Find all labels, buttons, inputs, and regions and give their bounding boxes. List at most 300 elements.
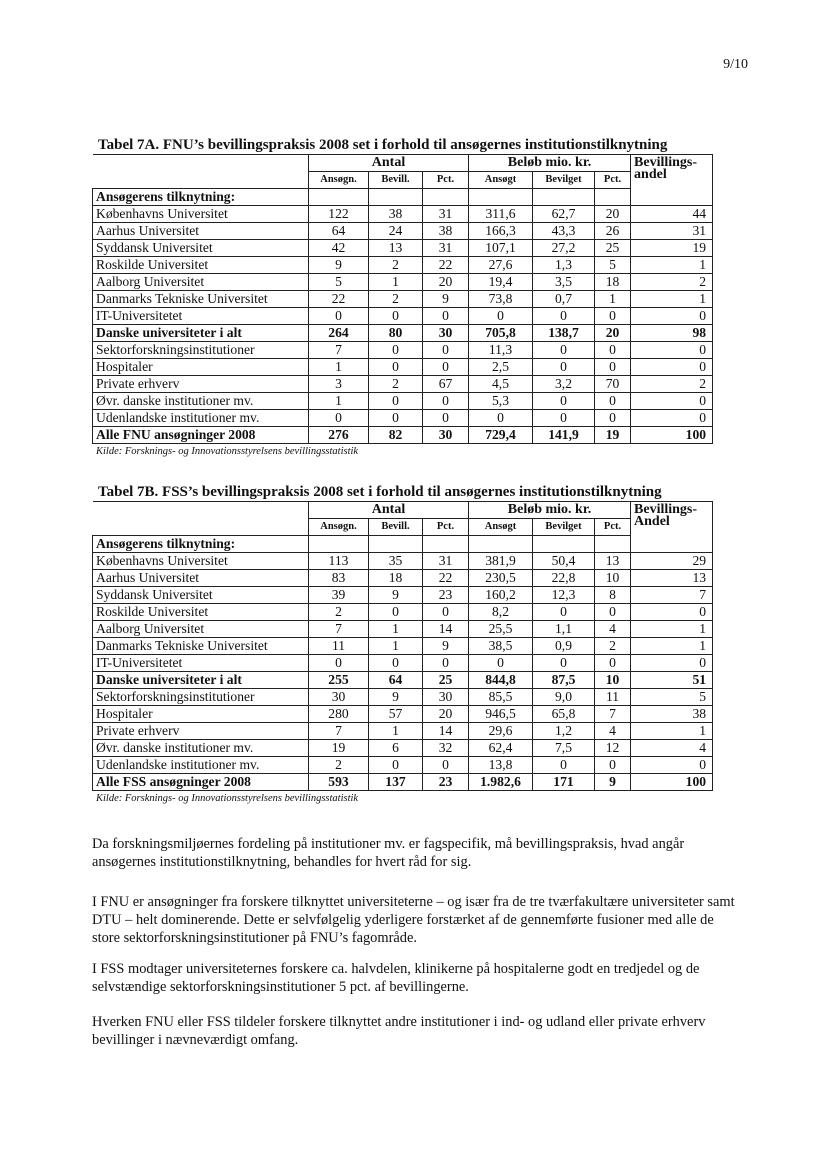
table-7b xyxy=(92,484,712,804)
value-cell: 0 xyxy=(533,342,595,359)
value-cell: 19,4 xyxy=(469,274,533,291)
value-cell: 44 xyxy=(631,206,713,223)
value-cell: 2 xyxy=(309,757,369,774)
empty-cell xyxy=(469,189,533,206)
value-cell: 100 xyxy=(631,774,713,791)
value-cell: 0 xyxy=(595,757,631,774)
row-label: Danske universiteter i alt xyxy=(93,325,309,342)
value-cell: 38 xyxy=(369,206,423,223)
subheader-cell: Bevilget xyxy=(533,519,595,536)
value-cell: 5 xyxy=(309,274,369,291)
empty-cell xyxy=(369,536,423,553)
row-label: Hospitaler xyxy=(93,359,309,376)
value-cell: 42 xyxy=(309,240,369,257)
value-cell: 0 xyxy=(369,757,423,774)
value-cell: 0 xyxy=(631,410,713,427)
row-label: Aarhus Universitet xyxy=(93,570,309,587)
antal-header: Antal xyxy=(309,155,469,172)
value-cell: 2 xyxy=(595,638,631,655)
row-label: Roskilde Universitet xyxy=(93,257,309,274)
value-cell: 311,6 xyxy=(469,206,533,223)
value-cell: 31 xyxy=(631,223,713,240)
value-cell: 0 xyxy=(595,655,631,672)
value-cell: 13 xyxy=(631,570,713,587)
value-cell: 32 xyxy=(423,740,469,757)
value-cell: 0 xyxy=(423,410,469,427)
value-cell: 1 xyxy=(631,257,713,274)
row-header-row xyxy=(93,189,713,206)
value-cell: 19 xyxy=(309,740,369,757)
value-cell: 9 xyxy=(309,257,369,274)
row-label: Københavns Universitet xyxy=(93,206,309,223)
value-cell: 5 xyxy=(631,689,713,706)
value-cell: 1 xyxy=(309,359,369,376)
subheader-cell: Ansøgn. xyxy=(309,172,369,189)
table-source: Kilde: Forsknings- og Innovationsstyrelsens bevillingsstatistik xyxy=(96,446,359,457)
value-cell: 23 xyxy=(423,587,469,604)
value-cell: 9 xyxy=(595,774,631,791)
subheader-cell: Pct. xyxy=(423,519,469,536)
value-cell: 0,9 xyxy=(533,638,595,655)
value-cell: 10 xyxy=(595,570,631,587)
value-cell: 23 xyxy=(423,774,469,791)
value-cell: 2 xyxy=(369,291,423,308)
subheader-cell: Pct. xyxy=(595,172,631,189)
value-cell: 0 xyxy=(533,359,595,376)
row-label: Københavns Universitet xyxy=(93,553,309,570)
value-cell: 0 xyxy=(631,757,713,774)
value-cell: 276 xyxy=(309,427,369,444)
value-cell: 100 xyxy=(631,427,713,444)
value-cell: 98 xyxy=(631,325,713,342)
value-cell: 3,5 xyxy=(533,274,595,291)
value-cell: 171 xyxy=(533,774,595,791)
value-cell: 0 xyxy=(631,393,713,410)
value-cell: 73,8 xyxy=(469,291,533,308)
paragraph-4 xyxy=(92,1013,742,1049)
row-label: IT-Universitetet xyxy=(93,655,309,672)
value-cell: 4 xyxy=(595,621,631,638)
table-row xyxy=(93,274,713,291)
value-cell: 70 xyxy=(595,376,631,393)
value-cell: 0 xyxy=(469,655,533,672)
data-table xyxy=(92,501,713,791)
value-cell: 166,3 xyxy=(469,223,533,240)
value-cell: 2,5 xyxy=(469,359,533,376)
value-cell: 29,6 xyxy=(469,723,533,740)
value-cell: 7 xyxy=(631,587,713,604)
value-cell: 30 xyxy=(423,689,469,706)
value-cell: 12,3 xyxy=(533,587,595,604)
row-label: Øvr. danske institutioner mv. xyxy=(93,393,309,410)
value-cell: 20 xyxy=(423,274,469,291)
value-cell: 0 xyxy=(533,393,595,410)
value-cell: 13 xyxy=(595,553,631,570)
value-cell: 22 xyxy=(309,291,369,308)
value-cell: 0 xyxy=(369,308,423,325)
empty-cell xyxy=(309,189,369,206)
value-cell: 35 xyxy=(369,553,423,570)
value-cell: 39 xyxy=(309,587,369,604)
row-label: Danmarks Tekniske Universitet xyxy=(93,291,309,308)
value-cell: 113 xyxy=(309,553,369,570)
value-cell: 1 xyxy=(309,393,369,410)
table-row xyxy=(93,706,713,723)
value-cell: 381,9 xyxy=(469,553,533,570)
value-cell: 50,4 xyxy=(533,553,595,570)
empty-cell xyxy=(423,536,469,553)
value-cell: 31 xyxy=(423,553,469,570)
value-cell: 1 xyxy=(631,291,713,308)
value-cell: 7 xyxy=(309,621,369,638)
table-title: Tabel 7A. FNU’s bevillingspraksis 2008 set i forhold til ansøgernes institutionstilknytning xyxy=(98,137,668,153)
value-cell: 0 xyxy=(423,308,469,325)
table-row xyxy=(93,223,713,240)
value-cell: 31 xyxy=(423,206,469,223)
subheader-cell: Ansøgn. xyxy=(309,519,369,536)
value-cell: 0 xyxy=(631,359,713,376)
value-cell: 20 xyxy=(595,206,631,223)
paragraph-1 xyxy=(92,835,742,871)
table-row xyxy=(93,723,713,740)
table-row xyxy=(93,553,713,570)
header-row xyxy=(93,155,713,172)
blank-header-cell xyxy=(93,155,309,189)
value-cell: 137 xyxy=(369,774,423,791)
value-cell: 14 xyxy=(423,621,469,638)
row-header-label: Ansøgerens tilknytning: xyxy=(93,536,309,553)
data-table xyxy=(92,154,713,444)
table-7a xyxy=(92,137,712,457)
table-row xyxy=(93,587,713,604)
subheader-cell: Ansøgt xyxy=(469,519,533,536)
table-row xyxy=(93,621,713,638)
value-cell: 64 xyxy=(309,223,369,240)
table-row xyxy=(93,604,713,621)
page-number: 9/10 xyxy=(723,57,748,72)
value-cell: 0 xyxy=(533,655,595,672)
value-cell: 22 xyxy=(423,570,469,587)
table-row xyxy=(93,308,713,325)
row-label: Sektorforskningsinstitutioner xyxy=(93,342,309,359)
value-cell: 0 xyxy=(469,410,533,427)
value-cell: 38 xyxy=(631,706,713,723)
value-cell: 1 xyxy=(631,621,713,638)
value-cell: 0 xyxy=(309,410,369,427)
value-cell: 80 xyxy=(369,325,423,342)
empty-cell xyxy=(595,189,631,206)
empty-cell xyxy=(595,536,631,553)
value-cell: 2 xyxy=(369,376,423,393)
value-cell: 87,5 xyxy=(533,672,595,689)
value-cell: 593 xyxy=(309,774,369,791)
value-cell: 0 xyxy=(423,359,469,376)
value-cell: 13,8 xyxy=(469,757,533,774)
row-header-label: Ansøgerens tilknytning: xyxy=(93,189,309,206)
value-cell: 264 xyxy=(309,325,369,342)
table-row xyxy=(93,655,713,672)
value-cell: 19 xyxy=(631,240,713,257)
row-label: Danske universiteter i alt xyxy=(93,672,309,689)
empty-cell xyxy=(369,189,423,206)
value-cell: 6 xyxy=(369,740,423,757)
value-cell: 0 xyxy=(533,410,595,427)
value-cell: 0 xyxy=(595,342,631,359)
value-cell: 0 xyxy=(533,308,595,325)
value-cell: 2 xyxy=(369,257,423,274)
value-cell: 4 xyxy=(631,740,713,757)
value-cell: 0 xyxy=(595,359,631,376)
value-cell: 1,2 xyxy=(533,723,595,740)
table-title: Tabel 7B. FSS’s bevillingspraksis 2008 set i forhold til ansøgernes institutionstilknytning xyxy=(98,484,662,500)
value-cell: 27,2 xyxy=(533,240,595,257)
value-cell: 0 xyxy=(595,393,631,410)
paragraph-text: Hverken FNU eller FSS tildeler forskere tilknyttet andre institutioner i ind- og udland eller private erhverv bevillinger i nævneværdigt omfang. xyxy=(92,1014,706,1048)
row-label: Alle FSS ansøgninger 2008 xyxy=(93,774,309,791)
value-cell: 0 xyxy=(631,308,713,325)
bevillingsandel-header: Bevillings- andel xyxy=(631,155,713,206)
value-cell: 43,3 xyxy=(533,223,595,240)
table-row xyxy=(93,672,713,689)
row-label: Hospitaler xyxy=(93,706,309,723)
value-cell: 2 xyxy=(309,604,369,621)
value-cell: 7 xyxy=(309,723,369,740)
row-label: Udenlandske institutioner mv. xyxy=(93,757,309,774)
table-row xyxy=(93,638,713,655)
value-cell: 3 xyxy=(309,376,369,393)
value-cell: 8,2 xyxy=(469,604,533,621)
value-cell: 5,3 xyxy=(469,393,533,410)
row-label: Sektorforskningsinstitutioner xyxy=(93,689,309,706)
table-row xyxy=(93,689,713,706)
empty-cell xyxy=(309,536,369,553)
value-cell: 230,5 xyxy=(469,570,533,587)
value-cell: 9 xyxy=(423,638,469,655)
value-cell: 7 xyxy=(309,342,369,359)
value-cell: 122 xyxy=(309,206,369,223)
value-cell: 11,3 xyxy=(469,342,533,359)
value-cell: 729,4 xyxy=(469,427,533,444)
subheader-cell: Bevilget xyxy=(533,172,595,189)
table-row xyxy=(93,393,713,410)
value-cell: 0 xyxy=(423,757,469,774)
value-cell: 9 xyxy=(369,689,423,706)
value-cell: 18 xyxy=(595,274,631,291)
value-cell: 0 xyxy=(469,308,533,325)
value-cell: 65,8 xyxy=(533,706,595,723)
value-cell: 0 xyxy=(533,604,595,621)
belob-header: Beløb mio. kr. xyxy=(469,502,631,519)
value-cell: 160,2 xyxy=(469,587,533,604)
table-row xyxy=(93,240,713,257)
paragraph-3 xyxy=(92,960,742,996)
value-cell: 10 xyxy=(595,672,631,689)
value-cell: 5 xyxy=(595,257,631,274)
value-cell: 844,8 xyxy=(469,672,533,689)
table-source: Kilde: Forsknings- og Innovationsstyrelsens bevillingsstatistik xyxy=(96,793,359,804)
value-cell: 0 xyxy=(423,342,469,359)
value-cell: 9,0 xyxy=(533,689,595,706)
value-cell: 0 xyxy=(309,655,369,672)
value-cell: 24 xyxy=(369,223,423,240)
value-cell: 1,3 xyxy=(533,257,595,274)
value-cell: 0 xyxy=(369,342,423,359)
value-cell: 4,5 xyxy=(469,376,533,393)
value-cell: 0 xyxy=(369,655,423,672)
value-cell: 0 xyxy=(369,410,423,427)
value-cell: 25 xyxy=(423,672,469,689)
value-cell: 0 xyxy=(369,604,423,621)
value-cell: 946,5 xyxy=(469,706,533,723)
value-cell: 12 xyxy=(595,740,631,757)
antal-header: Antal xyxy=(309,502,469,519)
empty-cell xyxy=(423,189,469,206)
paragraph-2 xyxy=(92,893,742,947)
value-cell: 0 xyxy=(631,604,713,621)
value-cell: 4 xyxy=(595,723,631,740)
row-label: Private erhverv xyxy=(93,376,309,393)
empty-cell xyxy=(533,536,595,553)
value-cell: 11 xyxy=(595,689,631,706)
row-label: Syddansk Universitet xyxy=(93,240,309,257)
subheader-cell: Bevill. xyxy=(369,172,423,189)
paragraph-text: Da forskningsmiljøernes fordeling på institutioner mv. er fagspecifik, må bevillingspraksis, hvad angår ansøgernes institutionstilknytning, behandles for hvert råd for sig. xyxy=(92,836,685,870)
value-cell: 9 xyxy=(369,587,423,604)
bevillingsandel-header: Bevillings- Andel xyxy=(631,502,713,553)
value-cell: 0 xyxy=(595,604,631,621)
header-row xyxy=(93,502,713,519)
value-cell: 18 xyxy=(369,570,423,587)
value-cell: 30 xyxy=(423,325,469,342)
row-header-row xyxy=(93,536,713,553)
paragraph-text: I FNU er ansøgninger fra forskere tilknyttet universiteterne – og især fra de tre tværfakultære universiteter samt DTU – helt dominerende. Dette er selvfølgelig yderligere forstærket af de gennemførte fusioner med alle de store sektorforskningsinstitutioner på FNU’s fagområde. xyxy=(92,894,735,946)
row-label: Aarhus Universitet xyxy=(93,223,309,240)
value-cell: 141,9 xyxy=(533,427,595,444)
value-cell: 9 xyxy=(423,291,469,308)
paragraph-text: I FSS modtager universiteternes forskere ca. halvdelen, klinikerne på hospitalerne godt en tredjedel og de selvstændige sektorforskningsinstitutioner 5 pct. af bevillingerne. xyxy=(92,961,700,995)
row-label: Private erhverv xyxy=(93,723,309,740)
empty-cell xyxy=(533,189,595,206)
value-cell: 1.982,6 xyxy=(469,774,533,791)
value-cell: 57 xyxy=(369,706,423,723)
value-cell: 20 xyxy=(595,325,631,342)
value-cell: 8 xyxy=(595,587,631,604)
value-cell: 38 xyxy=(423,223,469,240)
row-label: Danmarks Tekniske Universitet xyxy=(93,638,309,655)
table-row xyxy=(93,257,713,274)
table-row xyxy=(93,376,713,393)
value-cell: 67 xyxy=(423,376,469,393)
empty-cell xyxy=(469,536,533,553)
table-row xyxy=(93,342,713,359)
value-cell: 1,1 xyxy=(533,621,595,638)
row-label: Aalborg Universitet xyxy=(93,274,309,291)
value-cell: 27,6 xyxy=(469,257,533,274)
value-cell: 1 xyxy=(631,723,713,740)
value-cell: 1 xyxy=(631,638,713,655)
subheader-cell: Bevill. xyxy=(369,519,423,536)
value-cell: 7,5 xyxy=(533,740,595,757)
value-cell: 22,8 xyxy=(533,570,595,587)
value-cell: 29 xyxy=(631,553,713,570)
value-cell: 26 xyxy=(595,223,631,240)
row-label: Øvr. danske institutioner mv. xyxy=(93,740,309,757)
value-cell: 62,4 xyxy=(469,740,533,757)
table-row xyxy=(93,740,713,757)
value-cell: 11 xyxy=(309,638,369,655)
subheader-cell: Ansøgt xyxy=(469,172,533,189)
value-cell: 25 xyxy=(595,240,631,257)
value-cell: 85,5 xyxy=(469,689,533,706)
value-cell: 0 xyxy=(423,393,469,410)
value-cell: 30 xyxy=(309,689,369,706)
row-label: Syddansk Universitet xyxy=(93,587,309,604)
table-row xyxy=(93,410,713,427)
value-cell: 0 xyxy=(595,410,631,427)
value-cell: 3,2 xyxy=(533,376,595,393)
value-cell: 25,5 xyxy=(469,621,533,638)
value-cell: 280 xyxy=(309,706,369,723)
blank-header-cell xyxy=(93,502,309,536)
value-cell: 62,7 xyxy=(533,206,595,223)
value-cell: 0 xyxy=(631,655,713,672)
value-cell: 1 xyxy=(369,638,423,655)
row-label: Roskilde Universitet xyxy=(93,604,309,621)
value-cell: 7 xyxy=(595,706,631,723)
table-row xyxy=(93,570,713,587)
table-row xyxy=(93,774,713,791)
row-label: Alle FNU ansøgninger 2008 xyxy=(93,427,309,444)
value-cell: 1 xyxy=(595,291,631,308)
table-row xyxy=(93,291,713,308)
value-cell: 0 xyxy=(423,604,469,621)
value-cell: 255 xyxy=(309,672,369,689)
value-cell: 82 xyxy=(369,427,423,444)
value-cell: 0 xyxy=(309,308,369,325)
row-label: Udenlandske institutioner mv. xyxy=(93,410,309,427)
value-cell: 38,5 xyxy=(469,638,533,655)
value-cell: 138,7 xyxy=(533,325,595,342)
row-label: IT-Universitetet xyxy=(93,308,309,325)
value-cell: 22 xyxy=(423,257,469,274)
value-cell: 64 xyxy=(369,672,423,689)
table-row xyxy=(93,757,713,774)
value-cell: 0 xyxy=(595,308,631,325)
value-cell: 1 xyxy=(369,274,423,291)
subheader-cell: Pct. xyxy=(595,519,631,536)
table-row xyxy=(93,359,713,376)
value-cell: 0 xyxy=(369,359,423,376)
value-cell: 705,8 xyxy=(469,325,533,342)
value-cell: 1 xyxy=(369,621,423,638)
row-label: Aalborg Universitet xyxy=(93,621,309,638)
value-cell: 31 xyxy=(423,240,469,257)
value-cell: 0,7 xyxy=(533,291,595,308)
value-cell: 13 xyxy=(369,240,423,257)
value-cell: 0 xyxy=(423,655,469,672)
value-cell: 0 xyxy=(533,757,595,774)
value-cell: 19 xyxy=(595,427,631,444)
belob-header: Beløb mio. kr. xyxy=(469,155,631,172)
value-cell: 83 xyxy=(309,570,369,587)
value-cell: 1 xyxy=(369,723,423,740)
value-cell: 0 xyxy=(369,393,423,410)
value-cell: 51 xyxy=(631,672,713,689)
value-cell: 20 xyxy=(423,706,469,723)
value-cell: 30 xyxy=(423,427,469,444)
value-cell: 14 xyxy=(423,723,469,740)
table-row xyxy=(93,427,713,444)
